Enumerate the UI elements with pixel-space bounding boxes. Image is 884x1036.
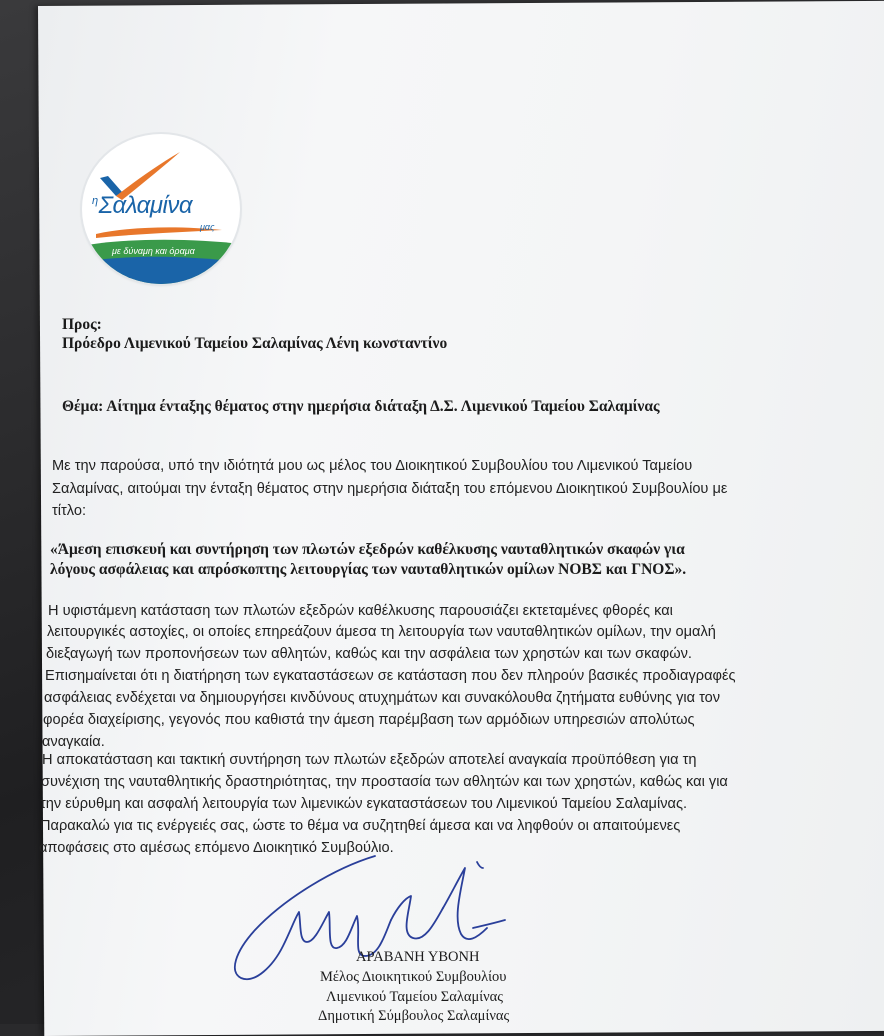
signatory-role: Λιμενικού Ταμείου Σαλαμίνας [326, 989, 504, 1005]
signatory-name: ΑΡΑΒΑΝΗ ΥΒΟΝΗ [356, 949, 480, 965]
body-line: αναγκαία. [42, 734, 105, 750]
body-line: αποφάσεις στο αμέσως επόμενο Διοικητικό Συμβούλιο. [39, 840, 394, 856]
intro-line: Σαλαμίνας, αιτούμαι την ένταξη θέματος στην ημερήσια διάταξη του επόμενου Διοικητικού Συμβουλίου με [52, 481, 728, 497]
intro-line: Με την παρούσα, υπό την ιδιότητά μου ως μέλος του Διοικητικού Συμβουλίου του Λιμενικού Ταμείου [52, 458, 693, 474]
item-title-line: λόγους ασφάλειας και απρόσκοπτης λειτουργίας των ναυταθλητικών ομίλων ΝΟΒΣ και ΓΝΟΣ». [50, 561, 687, 578]
party-logo [82, 134, 240, 284]
subject-line: Θέμα: Αίτημα ένταξης θέματος στην ημερήσια διάταξη Δ.Σ. Λιμενικού Ταμείου Σαλαμίνας [62, 398, 660, 415]
body-line: Παρακαλώ για τις ενέργειές σας, ώστε το θέμα να συζητηθεί άμεσα και να ληφθούν οι απαιτούμενες [40, 818, 681, 834]
body-line: λειτουργικές αστοχίες, οι οποίες επηρεάζουν άμεσα τη λειτουργία των ναυταθλητικών ομίλων, την ομαλή [47, 624, 716, 640]
logo-brand-suffix: μας [200, 222, 215, 232]
body-line: Επισημαίνεται ότι η διατήρηση των εγκαταστάσεων σε κατάσταση που δεν πληρούν βασικές προδιαγραφές [45, 668, 736, 684]
recipient-label: Προς: [62, 316, 102, 333]
logo-brand-prefix: η [92, 195, 98, 207]
body-line: Η αποκατάσταση και τακτική συντήρηση των πλωτών εξεδρών αποτελεί αναγκαία προϋπόθεση για τη [42, 752, 697, 768]
body-line: φορέα διαχείρισης, γεγονός που καθιστά την άμεση παρέμβαση των αρμόδιων υπηρεσιών απολύτως [43, 712, 695, 728]
recipient-name: Πρόεδρο Λιμενικού Ταμείου Σαλαμίνας Λένη κωνσταντίνο [62, 335, 448, 352]
body-line: συνέχιση της ναυταθλητικής δραστηριότητας, την προστασία των αθλητών και των χρηστών, καθώς και για [41, 774, 728, 790]
body-line: Η υφιστάμενη κατάσταση των πλωτών εξεδρών καθέλκυσης παρουσιάζει εκτεταμένες φθορές και [48, 603, 673, 619]
logo-brand [92, 192, 240, 220]
signatory-role: Μέλος Διοικητικού Συμβουλίου [320, 969, 507, 985]
logo-slogan: με δύναμη και όραμα [112, 246, 195, 256]
body-line: διεξαγωγή των προπονήσεων των αθλητών, καθώς και την ασφάλεια των χρηστών και των σκαφών. [46, 646, 692, 662]
body-line: την εύρυθμη και ασφαλή λειτουργία των λιμενικών εγκαταστάσεων του Λιμενικού Ταμείου Σαλαμίνας. [40, 796, 688, 812]
intro-line: τίτλο: [52, 503, 87, 519]
item-title-line: «Άμεση επισκευή και συντήρηση των πλωτών εξεδρών καθέλκυσης ναυταθλητικών σκαφών για [50, 541, 685, 558]
logo-brand-name: Σαλαμίνα [98, 192, 193, 219]
signatory-role: Δημοτική Σύμβουλος Σαλαμίνας [318, 1008, 510, 1024]
body-line: ασφάλειας ενδέχεται να δημιουργήσει κινδύνους ατυχημάτων και συνακόλουθα ζητήματα ευθύνης για τον [44, 690, 721, 706]
